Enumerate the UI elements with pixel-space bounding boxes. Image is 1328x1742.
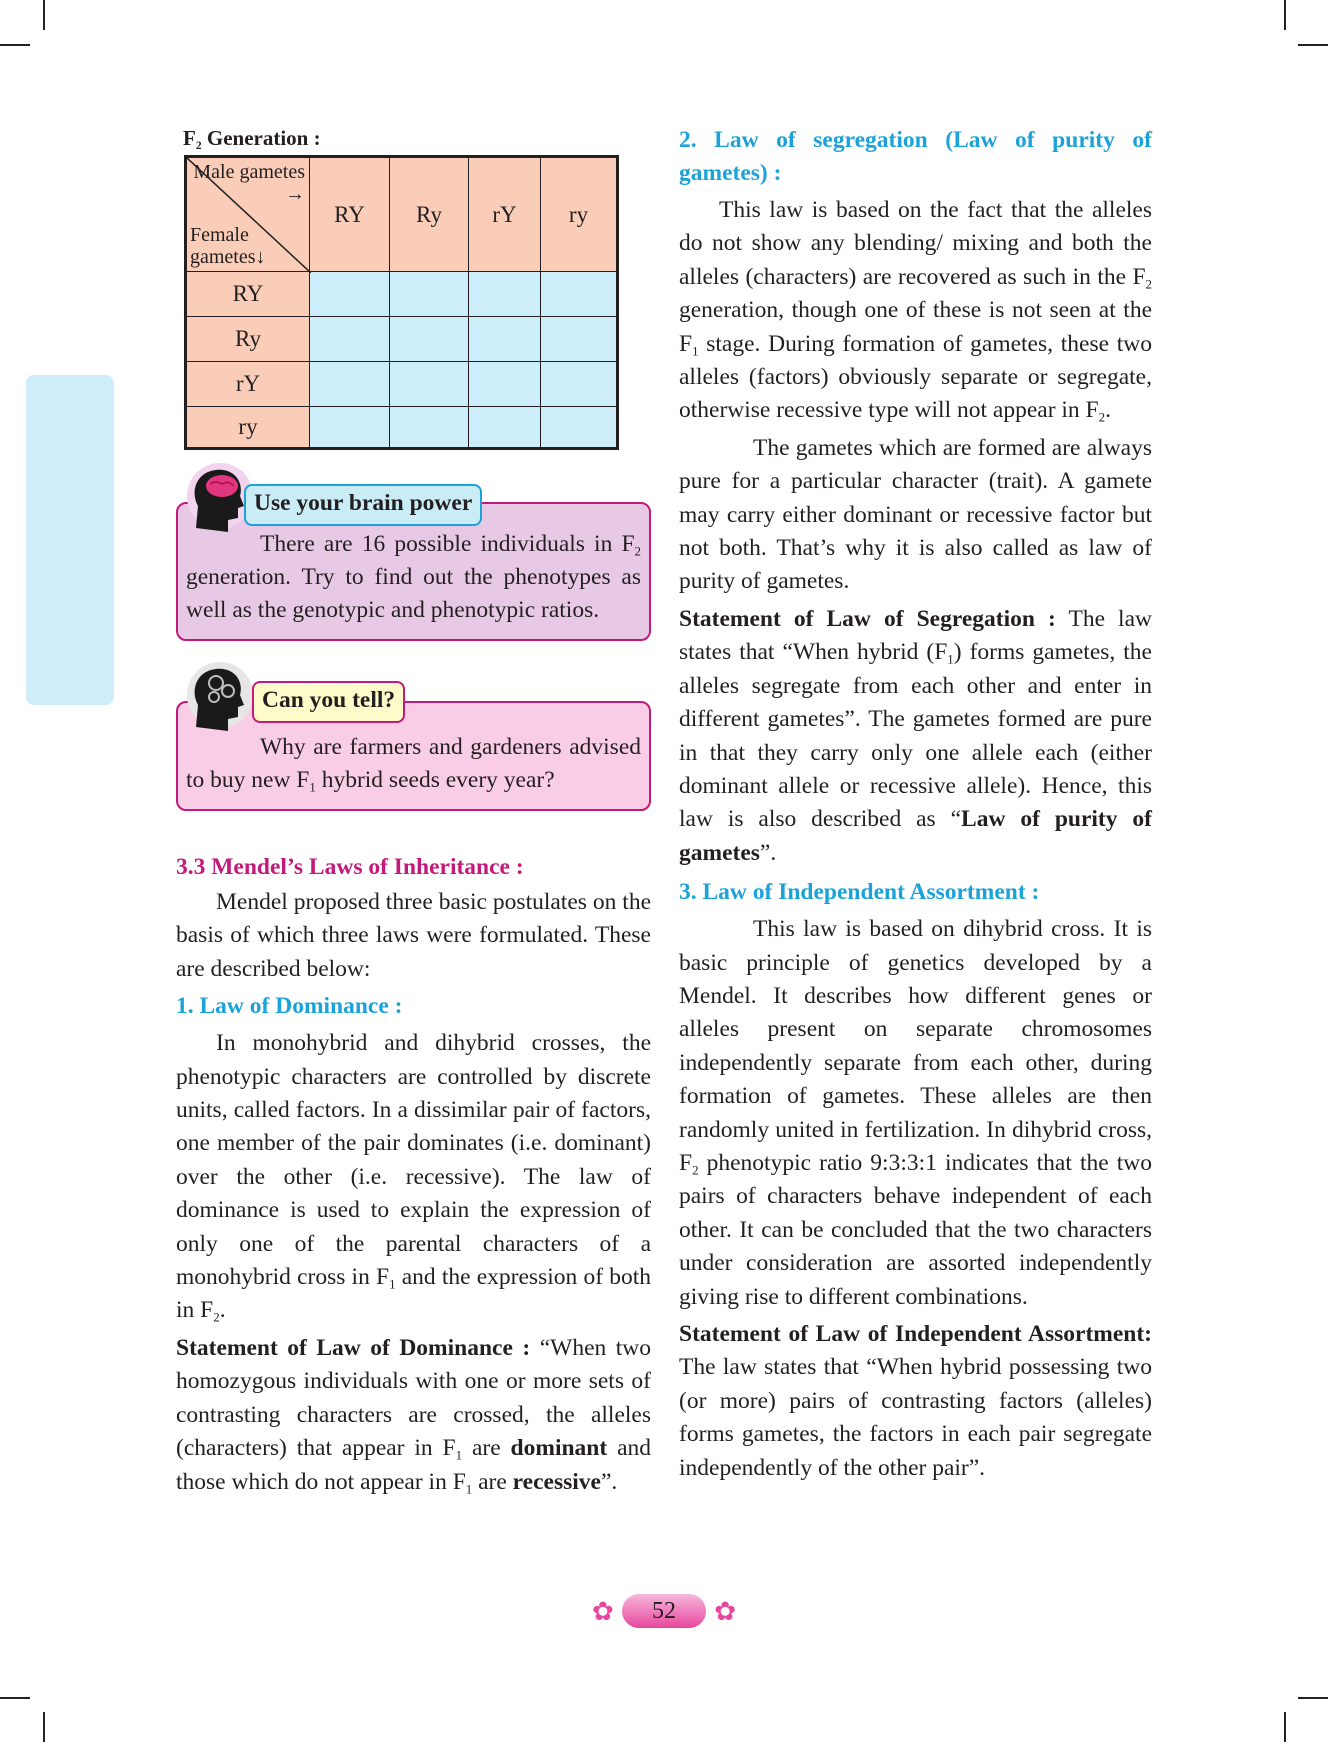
left-column (176, 124, 651, 1503)
crop-mark (1298, 44, 1328, 46)
independent-assortment-paragraph: This law is based on dihybrid cross. It is basic principle of genetics developed by a Mendel. It describes how different genes or alleles present on separate chromosomes independently separate from each other, during formation of gametes. These alleles are then randomly united in fertilization. In dihybrid cross, $F_2$ phenotypic ratio 9:3:3:1 indicates that the two pairs of characters behave independent of each other. It can be concluded that the two characters under consideration are assorted independently giving rise to different combinations. (679, 916, 1152, 1310)
empty-cell (390, 362, 469, 407)
empty-cell (390, 272, 469, 317)
female-gametes-label: Female gametes↓ (190, 224, 266, 268)
empty-cell (390, 407, 469, 449)
table-corner-cell (186, 157, 310, 272)
crop-mark (43, 1712, 45, 1742)
crop-mark (43, 0, 45, 30)
segregation-paragraph: This law is based on the fact that the alleles do not show any blending/ mixing and both the alleles (characters) are recovered as such in the $F_2$ generation, though one of these is not seen at the $F_1$ stage. During formation of gametes, these two alleles (factors) obviously separate or segregate, otherwise recessive type will not appear in $F_2$. (679, 197, 1152, 425)
empty-cell (310, 362, 390, 407)
crop-mark (0, 44, 30, 46)
empty-cell (469, 407, 541, 449)
flower-ornament-icon: ✿ (714, 1597, 736, 1626)
right-arrow-icon: → (285, 183, 305, 205)
crop-mark (1298, 1697, 1328, 1699)
empty-cell (469, 317, 541, 362)
heading-law-of-independent-assortment: 3. Law of Independent Assortment : (679, 879, 1040, 906)
column-header: Ry (390, 157, 469, 272)
brain-power-label: Use your brain power (244, 484, 482, 526)
brain-head-icon (182, 462, 252, 536)
gears-head-icon (182, 661, 252, 735)
f2-table-title: $F_2$ Generation : (183, 126, 321, 153)
heading-law-of-segregation: 2. Law of segregation (Law of purity of gametes) : (679, 127, 1152, 186)
column-header: rY (469, 157, 541, 272)
empty-cell (390, 317, 469, 362)
page-number-label: 52 (622, 1594, 706, 1628)
can-you-tell-label: Can you tell? (252, 681, 405, 723)
empty-cell (541, 362, 618, 407)
column-header: RY (310, 157, 390, 272)
crop-mark (1284, 1712, 1286, 1742)
heading-law-of-dominance: 1. Law of Dominance : (176, 993, 403, 1020)
section-heading-mendels-laws: 3.3 Mendel’s Laws of Inheritance : (176, 854, 524, 880)
empty-cell (469, 272, 541, 317)
segregation-statement: Statement of Law of Segregation : The law states that “When hybrid $(F_1)$ forms gametes, the alleles segregate from each other and enter in different gametes”. The gametes formed are pure in that they carry only one allele each (either dominant allele or recessive allele). Hence, this law is also described as “Law of purity of gametes”. (679, 605, 1152, 866)
brain-power-text: There are 16 possible individuals in $F_2$ generation. Try to find out the phenotypes as well as the genotypic and phenotypic ratios. (186, 531, 641, 623)
f2-punnett-table (184, 155, 619, 450)
crop-mark (1284, 0, 1286, 30)
empty-cell (541, 272, 618, 317)
flower-ornament-icon: ✿ (592, 1597, 614, 1626)
independent-assortment-statement: Statement of Law of Independent Assortment: The law states that “When hybrid possessing two (or more) pairs of contrasting factors (alleles) forms gametes, the factors in each pair segregate independently of the other pair”. (679, 1321, 1152, 1481)
column-header: ry (541, 157, 618, 272)
row-header: Ry (186, 317, 310, 362)
crop-mark (0, 1697, 30, 1699)
down-arrow-icon: ↓ (255, 246, 266, 268)
empty-cell (310, 407, 390, 449)
section-intro: Mendel proposed three basic postulates on the basis of which three laws were formulated. These are described below: (176, 889, 651, 982)
can-you-tell-text: Why are farmers and gardeners advised to buy new $F_1$ hybrid seeds every year? (186, 734, 641, 795)
page-number (592, 1594, 736, 1628)
right-column (679, 124, 1152, 1489)
can-you-tell-box (176, 687, 651, 811)
side-tab (26, 375, 114, 705)
gametes-purity-paragraph: The gametes which are formed are always pure for a particular character (trait). A gamete may carry either dominant or recessive factor but not both. That’s why it is also called as law of purity of gametes. (679, 434, 1152, 595)
row-header: ry (186, 407, 310, 449)
row-header: RY (186, 272, 310, 317)
empty-cell (469, 362, 541, 407)
male-gametes-label: Male gametes → (193, 161, 305, 205)
dominance-paragraph: In monohybrid and dihybrid crosses, the phenotypic characters are controlled by discrete units, called factors. In a dissimilar pair of factors, one member of the pair dominates (i.e. dominant) over the other (i.e. recessive). The law of dominance is used to explain the expression of only one of the parental characters of a monohybrid cross in $F_1$ and the expression of both in $F_2$. (176, 1030, 651, 1325)
empty-cell (541, 407, 618, 449)
empty-cell (310, 272, 390, 317)
brain-power-box (176, 490, 651, 641)
empty-cell (541, 317, 618, 362)
empty-cell (310, 317, 390, 362)
row-header: rY (186, 362, 310, 407)
dominance-statement: Statement of Law of Dominance : “When two homozygous individuals with one or more sets of contrasting characters are crossed, the alleles (characters) that appear in $F_1$ are dominant and those which do not appear in $F_1$ are recessive”. (176, 1334, 652, 1497)
